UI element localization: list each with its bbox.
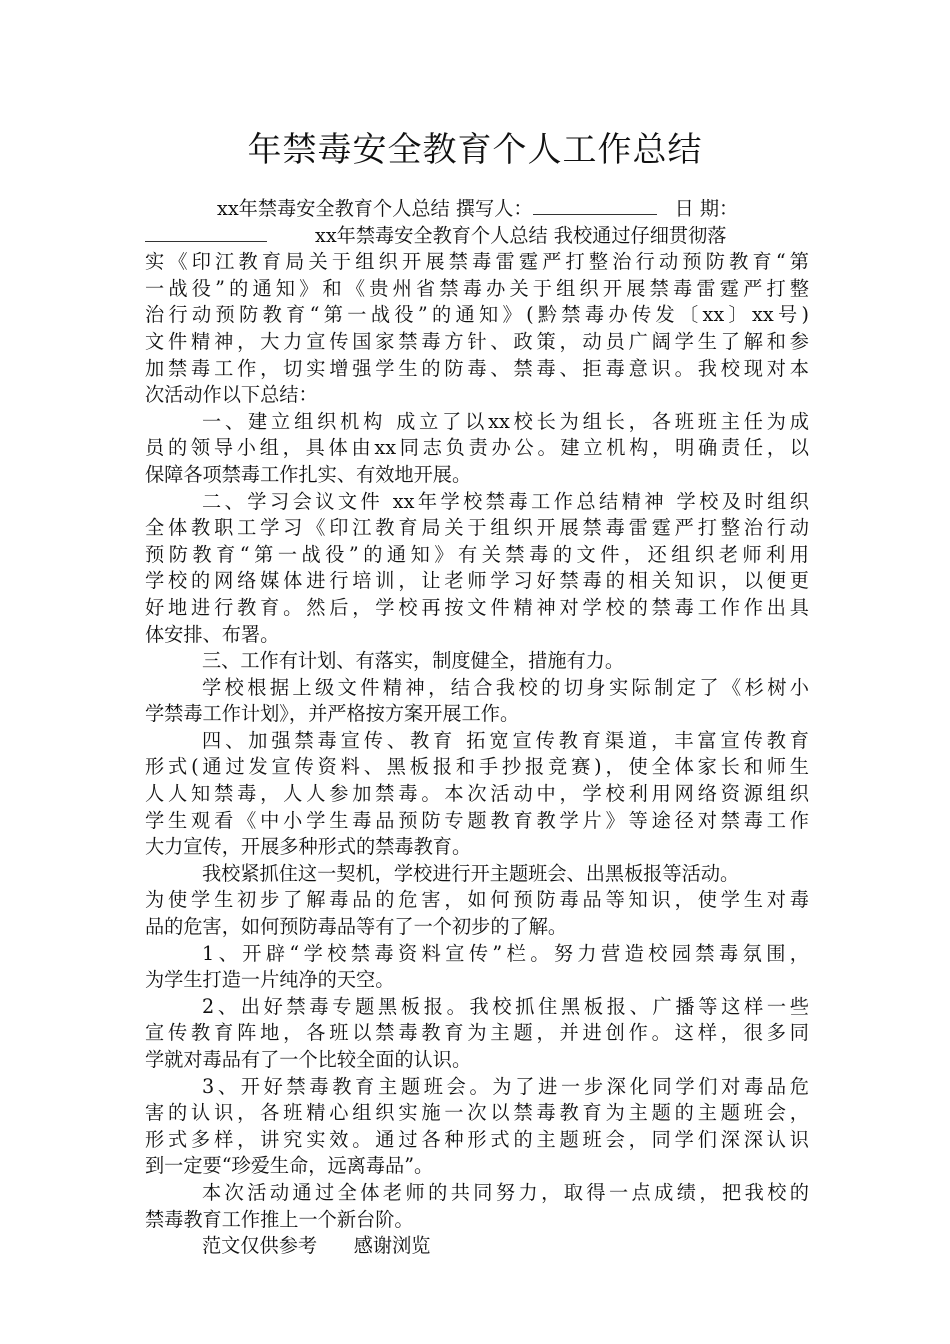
text-line: 学就对毒品有了一个比较全面的认识。: [145, 1048, 472, 1071]
text-line: 大力宣传，开展多种形式的禁毒教育。: [145, 835, 472, 859]
text-line: 2、出好禁毒专题黑板报。我校抓住黑板报、广播等这样一些: [202, 994, 809, 1018]
text-line: 品的危害，如何预防毒品等有了一个初步的了解。: [145, 915, 568, 939]
text-line: 学校的网络媒体进行培训，让老师学习好禁毒的相关知识，以便更: [145, 569, 809, 593]
text-line: 加禁毒工作，切实增强学生的防毒、禁毒、拒毒意识。我校现对本: [145, 356, 809, 380]
text-line: 为学生打造一片纯净的天空。: [145, 968, 395, 992]
text-line: 为使学生初步了解毒品的危害，如何预防毒品等知识，使学生对毒: [145, 888, 809, 912]
text-line: 3、开好禁毒教育主题班会。为了进一步深化同学们对毒品危: [202, 1074, 809, 1098]
text-line: 到一定要“珍爱生命，远离毒品”。: [145, 1154, 434, 1178]
text-line: 我校紧抓住这一契机，学校进行开主题班会、出黑板报等活动。: [202, 861, 740, 885]
text-line: 体安排、布署。: [145, 622, 280, 646]
date-label: 日 期：: [674, 197, 739, 220]
text-line: 预防教育“第一战役”的通知》有关禁毒的文件，还组织老师利用: [145, 542, 809, 566]
text-span: xx年禁毒安全教育个人总结 我校通过仔细贯彻落: [315, 223, 727, 247]
author-label: xx年禁毒安全教育个人总结 撰写人：: [217, 197, 533, 220]
text-line: 学禁毒工作计划》，并严格按方案开展工作。: [145, 702, 520, 726]
document-body: [145, 196, 809, 1260]
text-line: 次活动作以下总结：: [145, 383, 318, 407]
text-line: 1、开辟“学校禁毒资料宣传”栏。努力营造校园禁毒氛围，: [202, 941, 809, 965]
text-line: 本次活动通过全体老师的共同努力，取得一点成绩，把我校的: [202, 1180, 809, 1204]
text-line: 治行动预防教育“第一战役”的通知》(黔禁毒办传发〔xx〕xx号): [145, 303, 809, 327]
text-line: 宣传教育阵地，各班以禁毒教育为主题，并进创作。这样，很多同: [145, 1021, 809, 1045]
text-line: 禁毒教育工作推上一个新台阶。: [145, 1207, 414, 1231]
document-title: 年禁毒安全教育个人工作总结: [247, 130, 703, 170]
text-line: 四、加强禁毒宣传、教育 拓宽宣传教育渠道，丰富宣传教育: [202, 728, 809, 752]
text-line: 文件精神，大力宣传国家禁毒方针、政策，动员广阔学生了解和参: [145, 329, 809, 353]
text-line: 害的认识，各班精心组织实施一次以禁毒教育为主题的主题班会，: [145, 1101, 809, 1125]
text-line: 学生观看《中小学生毒品预防专题教育教学片》等途径对禁毒工作: [145, 808, 809, 832]
text-line: 实《印江教育局关于组织开展禁毒雷霆严打整治行动预防教育“第: [145, 250, 809, 274]
text-line: 好地进行教育。然后，学校再按文件精神对学校的禁毒工作作出具: [145, 595, 809, 619]
text-line: 二、学习会议文件 xx年学校禁毒工作总结精神 学校及时组织: [202, 489, 809, 513]
footer-note: 范文仅供参考 感谢浏览: [202, 1234, 431, 1258]
text-line: 形式(通过发宣传资料、黑板报和手抄报竞赛)，使全体家长和师生: [145, 755, 809, 779]
text-line: 形式多样，讲究实效。通过各种形式的主题班会，同学们深深认识: [145, 1127, 809, 1151]
text-line: 人人知禁毒，人人参加禁毒。本次活动中，学校利用网络资源组织: [145, 782, 809, 806]
author-blank: [533, 196, 657, 215]
text-line: 一、建立组织机构 成立了以xx校长为组长，各班班主任为成: [202, 409, 809, 433]
text-line: 学校根据上级文件精神，结合我校的切身实际制定了《杉树小: [202, 675, 809, 699]
text-line: [145, 223, 809, 250]
header-line: [145, 196, 809, 223]
text-line: 全体教职工学习《印江教育局关于组织开展禁毒雷霆严打整治行动: [145, 516, 809, 540]
date-blank: [145, 223, 267, 242]
text-line: 保障各项禁毒工作扎实、有效地开展。: [145, 462, 472, 486]
text-line: 三、工作有计划、有落实，制度健全，措施有力。: [202, 649, 625, 673]
text-line: 一战役”的通知》和《贵州省禁毒办关于组织开展禁毒雷霆严打整: [145, 276, 809, 300]
text-line: 员的领导小组，具体由xx同志负责办公。建立机构，明确责任，以: [145, 436, 809, 460]
